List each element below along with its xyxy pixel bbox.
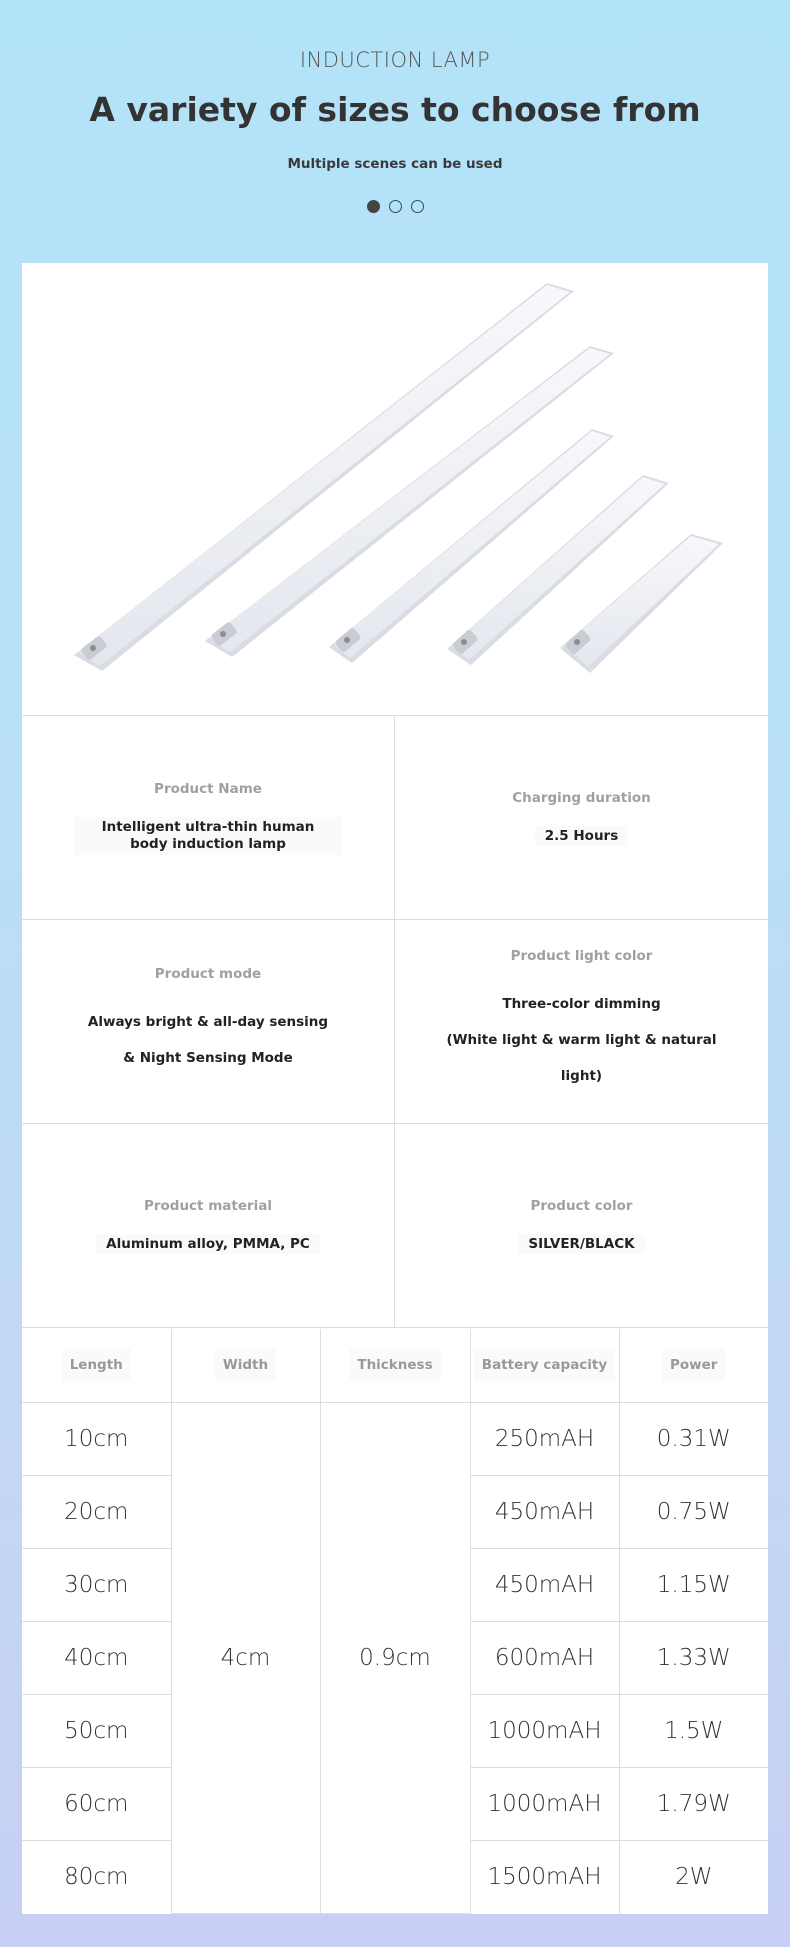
spec-label: Product mode xyxy=(154,966,262,982)
spec-value xyxy=(417,984,747,1096)
cell-power: 0.75W xyxy=(619,1475,768,1548)
lamp-bars-illustration xyxy=(22,263,768,716)
spec-value-line: Always bright & all-day sensing xyxy=(87,1014,329,1030)
cell-length: 10cm xyxy=(22,1402,171,1475)
column-header-thickness: Thickness xyxy=(320,1329,470,1402)
column-header-width: Width xyxy=(171,1329,320,1402)
spec-label: Product material xyxy=(143,1197,273,1214)
page-header xyxy=(0,0,790,263)
spec-value: SILVER/BLACK xyxy=(518,1234,644,1255)
column-header-length: Length xyxy=(22,1329,171,1402)
cell-battery: 1500mAH xyxy=(470,1840,619,1913)
spec-value-line: (White light & warm light & natural light) xyxy=(446,1032,717,1084)
spec-value: Intelligent ultra-thin human body induction lamp xyxy=(73,817,343,855)
lamp-bar-30cm xyxy=(447,475,669,665)
table-row xyxy=(22,1402,768,1475)
cell-length: 60cm xyxy=(22,1767,171,1840)
cell-battery: 600mAH xyxy=(470,1621,619,1694)
spec-label: Charging duration xyxy=(512,789,651,806)
tagline: Multiple scenes can be used xyxy=(287,156,503,172)
carousel-dot-1[interactable] xyxy=(367,200,380,213)
cell-power: 1.5W xyxy=(619,1694,768,1767)
carousel-indicator xyxy=(0,200,790,213)
carousel-dot-3[interactable] xyxy=(411,200,424,213)
spec-material xyxy=(22,1124,395,1328)
table-header-row xyxy=(22,1329,768,1402)
spec-light-color xyxy=(395,920,768,1124)
page-title: A variety of sizes to choose from xyxy=(89,90,701,129)
cell-battery: 450mAH xyxy=(470,1475,619,1548)
cell-power: 0.31W xyxy=(619,1402,768,1475)
spec-label: Product Name xyxy=(154,781,262,798)
product-image xyxy=(22,263,768,716)
cell-power: 1.15W xyxy=(619,1548,768,1621)
spec-value: Aluminum alloy, PMMA, PC xyxy=(96,1234,320,1255)
cell-battery: 1000mAH xyxy=(470,1694,619,1767)
spec-color xyxy=(395,1124,768,1328)
spec-value xyxy=(78,1002,338,1078)
spec-row xyxy=(22,716,768,920)
cell-length: 50cm xyxy=(22,1694,171,1767)
cell-width: 4cm xyxy=(171,1402,320,1913)
product-card xyxy=(22,263,768,1914)
cell-battery: 450mAH xyxy=(470,1548,619,1621)
column-header-battery: Battery capacity xyxy=(470,1329,619,1402)
spec-grid xyxy=(22,716,768,1328)
column-header-power: Power xyxy=(619,1329,768,1402)
cell-length: 80cm xyxy=(22,1840,171,1913)
cell-power: 1.33W xyxy=(619,1621,768,1694)
cell-power: 1.79W xyxy=(619,1767,768,1840)
kicker-text: INDUCTION LAMP xyxy=(299,48,491,72)
spec-label: Product light color xyxy=(510,948,653,964)
spec-label: Product color xyxy=(530,1197,633,1214)
cell-thickness: 0.9cm xyxy=(320,1402,470,1913)
cell-power: 2W xyxy=(619,1840,768,1913)
cell-battery: 250mAH xyxy=(470,1402,619,1475)
cell-length: 30cm xyxy=(22,1548,171,1621)
spec-value-line: & Night Sensing Mode xyxy=(123,1050,293,1066)
cell-length: 20cm xyxy=(22,1475,171,1548)
spec-product-name xyxy=(22,716,395,920)
spec-row xyxy=(22,1124,768,1328)
spec-product-mode xyxy=(22,920,395,1124)
spec-value-line: Three-color dimming xyxy=(502,996,661,1012)
cell-length: 40cm xyxy=(22,1621,171,1694)
spec-value: 2.5 Hours xyxy=(535,826,629,847)
size-table xyxy=(22,1329,768,1914)
carousel-dot-2[interactable] xyxy=(389,200,402,213)
spec-charging-duration xyxy=(395,716,768,920)
spec-row xyxy=(22,920,768,1124)
cell-battery: 1000mAH xyxy=(470,1767,619,1840)
